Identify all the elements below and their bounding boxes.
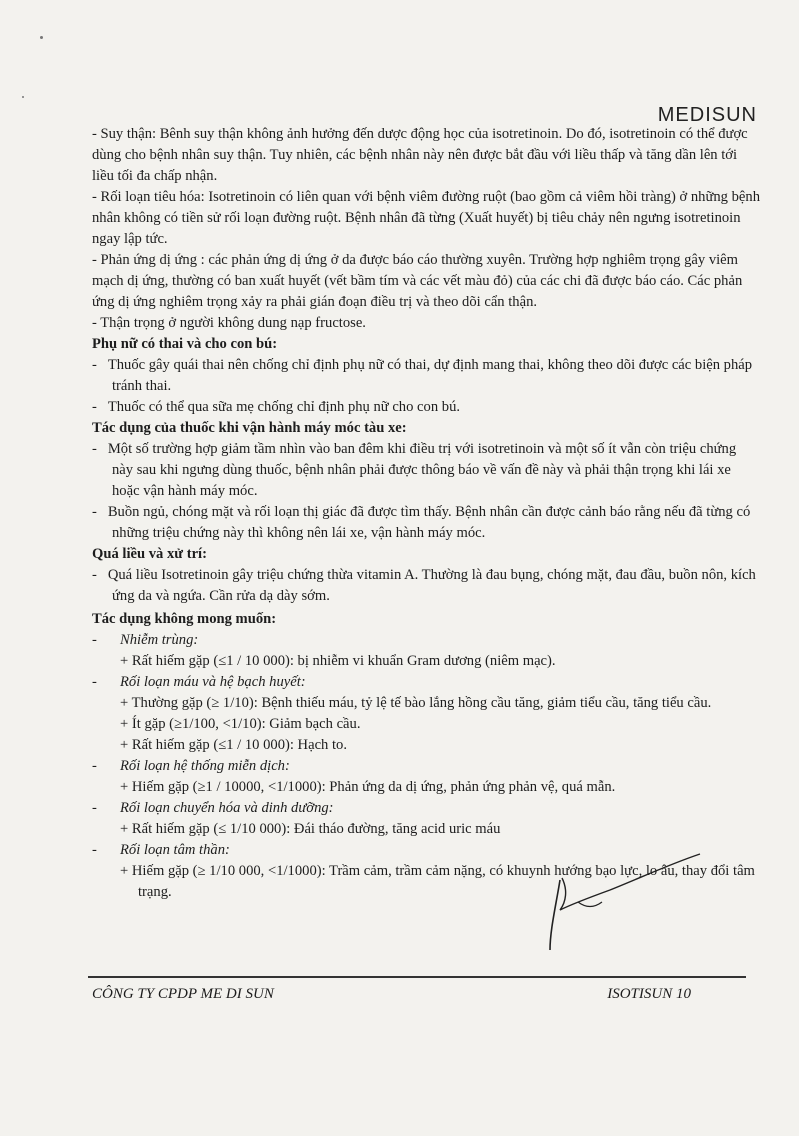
- dash-marker: -: [92, 800, 97, 816]
- document-body: [92, 124, 760, 903]
- list-item: + Thường gặp (≥ 1/10): Bệnh thiếu máu, tỷ lệ tế bào lắng hồng cầu tăng, giảm tiểu cầu, tăng tiểu cầu.: [120, 695, 712, 711]
- list-item-text: Thuốc có thể qua sữa mẹ chống chỉ định phụ nữ cho con bú.: [107, 399, 461, 415]
- subgroup-title: [92, 630, 760, 651]
- footer-divider: [88, 976, 746, 978]
- company-logo: MEDISUN: [657, 104, 757, 126]
- handwritten-signature: [520, 850, 710, 960]
- dash-marker: -: [92, 674, 97, 690]
- list-item-text: Một số trường hợp giảm tầm nhìn vào ban đêm khi điều trị với isotretinoin và một số ít vẫn còn triệu chứng này sau khi ngưng dùng thuốc, bệnh nhân phải được thông báo về vấn đề này và phải thận trọng khi lái xe hoặc vận hành máy móc.: [107, 441, 737, 499]
- list-item-text: Buồn ngủ, chóng mặt và rối loạn thị giác đã được tìm thấy. Bệnh nhân cần được cảnh báo rằng nếu đã từng có những triệu chứng này thì không nên lái xe, vận hành máy móc.: [107, 504, 751, 541]
- list-item: + Hiếm gặp (≥ 1/10 000, <1/1000): Trầm cảm, trầm cảm nặng, có khuynh hướng bạo lực, lo âu, thay đổi tâm trạng.: [120, 863, 755, 900]
- list-item: + Ít gặp (≥1/100, <1/10): Giảm bạch cầu.: [120, 716, 361, 732]
- subgroup-title-text: Nhiễm trùng:: [120, 632, 199, 648]
- subgroup-title: [92, 756, 760, 777]
- scan-speck: [22, 96, 24, 98]
- footer-company: CÔNG TY CPDP ME DI SUN: [92, 986, 274, 1002]
- subgroup-title-text: Rối loạn hệ thống miễn dịch:: [120, 758, 290, 774]
- subgroup-title-text: Rối loạn tâm thần:: [120, 842, 230, 858]
- list-item: + Rất hiếm gặp (≤1 / 10 000): bị nhiễm vi khuẩn Gram dương (niêm mạc).: [120, 653, 556, 669]
- subgroup-title-text: Rối loạn máu và hệ bạch huyết:: [120, 674, 306, 690]
- list-item: + Hiếm gặp (≥1 / 10000, <1/1000): Phản ứng da dị ứng, phản ứng phản vệ, quá mẫn.: [120, 779, 616, 795]
- footer-product: ISOTISUN 10: [607, 986, 691, 1002]
- subgroup-title: [92, 672, 760, 693]
- dash-marker: -: [92, 632, 97, 648]
- heading-overdose: Quá liều và xử trí:: [92, 546, 207, 562]
- dash-marker: -: [92, 758, 97, 774]
- subgroup-title-text: Rối loạn chuyển hóa và dinh dưỡng:: [120, 800, 334, 816]
- subgroup-title: [92, 798, 760, 819]
- paragraph-digestive: - Rối loạn tiêu hóa: Isotretinoin có liên quan với bệnh viêm đường ruột (bao gồm cả viêm hồi tràng) ở những bệnh nhân không có tiền sử rối loạn đường ruột. Bệnh nhân đã từng (Xuất huyết) bị tiêu chảy nên ngưng isotretinoin ngay lập tức.: [92, 189, 760, 247]
- list-item: - Quá liều Isotretinoin gây triệu chứng thừa vitamin A. Thường là đau bụng, chóng mặt, đau đầu, buồn nôn, kích ứng da và ngứa. Cần rửa dạ dày sớm.: [92, 567, 756, 604]
- list-item: + Rất hiếm gặp (≤ 1/10 000): Đái tháo đường, tăng acid uric máu: [120, 821, 501, 837]
- list-item-text: Thuốc gây quái thai nên chống chỉ định phụ nữ có thai, dự định mang thai, không theo dõi được các biện pháp tránh thai.: [107, 357, 753, 394]
- list-item: - Thuốc gây quái thai nên chống chỉ định phụ nữ có thai, dự định mang thai, không theo dõi được các biện pháp tránh thai.: [92, 357, 753, 394]
- list-item: - Buồn ngủ, chóng mặt và rối loạn thị giác đã được tìm thấy. Bệnh nhân cần được cảnh báo rằng nếu đã từng có những triệu chứng này thì không nên lái xe, vận hành máy móc.: [92, 504, 751, 541]
- dash-marker: -: [92, 842, 97, 858]
- list-item: - Một số trường hợp giảm tầm nhìn vào ban đêm khi điều trị với isotretinoin và một số ít vẫn còn triệu chứng này sau khi ngưng dùng thuốc, bệnh nhân phải được thông báo về vấn đề này và phải thận trọng khi lái xe hoặc vận hành máy móc.: [92, 441, 737, 499]
- heading-side-effects: Tác dụng không mong muốn:: [92, 611, 277, 627]
- list-item: + Rất hiếm gặp (≤1 / 10 000): Hạch to.: [120, 737, 347, 753]
- paragraph-allergy: - Phản ứng dị ứng : các phản ứng dị ứng ở da được báo cáo thường xuyên. Trường hợp nghiêm trọng gây viêm mạch dị ứng, thường có ban xuất huyết (vết bầm tím và các vết màu đỏ) của các chi đã được báo cáo. Các phản ứng dị ứng nghiêm trọng xảy ra phải gián đoạn điều trị và theo dõi cẩn thận.: [92, 252, 743, 310]
- list-item: - Thuốc có thể qua sữa mẹ chống chỉ định phụ nữ cho con bú.: [92, 399, 461, 415]
- list-item-text: Quá liều Isotretinoin gây triệu chứng thừa vitamin A. Thường là đau bụng, chóng mặt, đau đầu, buồn nôn, kích ứng da và ngứa. Cần rửa dạ dày sớm.: [107, 567, 756, 604]
- paragraph-renal: - Suy thận: Bênh suy thận không ảnh hưởng đến dược động học của isotretinoin. Do đó, isotretinoin có thể được dùng cho bệnh nhân suy thận. Tuy nhiên, các bệnh nhân này nên được bắt đầu với liều thấp và tăng dần lên tới liều tối đa chấp nhận.: [92, 126, 748, 184]
- paragraph-fructose: - Thận trọng ở người không dung nạp fructose.: [92, 315, 366, 331]
- heading-pregnancy: Phụ nữ có thai và cho con bú:: [92, 336, 278, 352]
- heading-driving: Tác dụng của thuốc khi vận hành máy móc tàu xe:: [92, 420, 407, 436]
- scan-speck: [40, 36, 43, 39]
